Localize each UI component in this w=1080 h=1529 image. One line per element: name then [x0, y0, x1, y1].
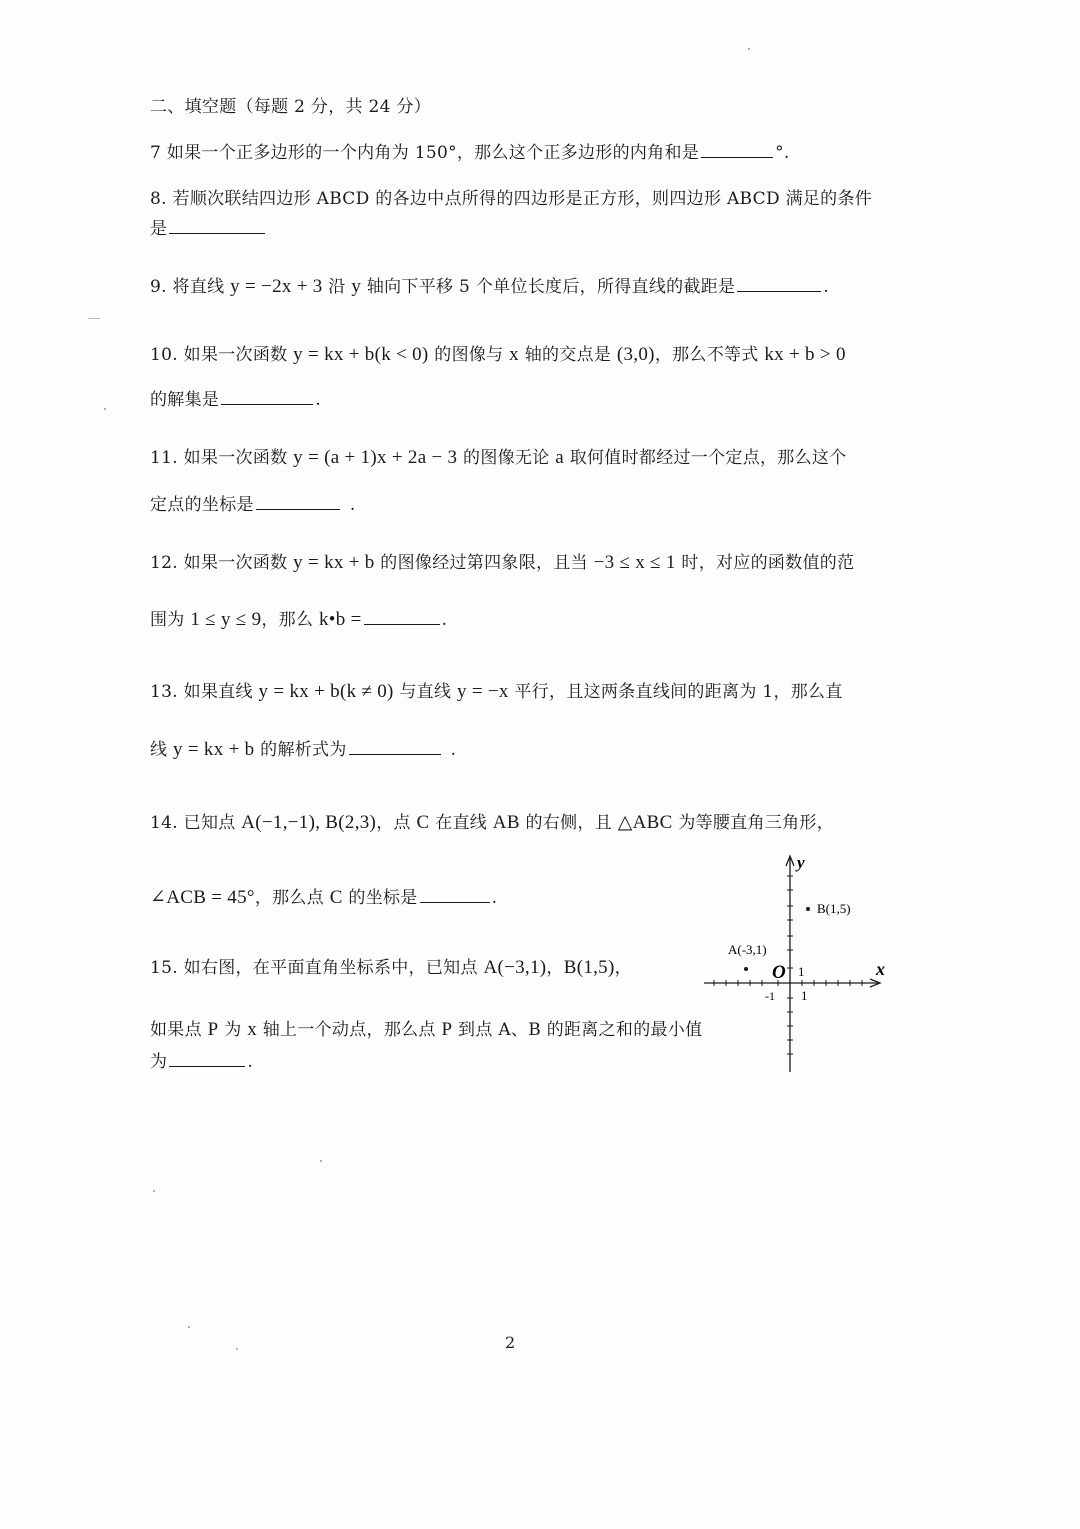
- math-expression: C: [416, 812, 430, 833]
- question-12-tail: .: [441, 610, 448, 630]
- scan-speck: [320, 1160, 322, 1162]
- question-15: [150, 953, 632, 979]
- question-9-text: 轴向下平移 5 个单位长度后，所得直线的截距是: [361, 277, 736, 297]
- question-13-tail: .: [450, 740, 457, 760]
- x-tick-label-pos: 1: [798, 964, 805, 979]
- question-15-text: ，: [546, 958, 564, 978]
- math-expression: AB: [492, 812, 520, 833]
- question-13: [150, 677, 843, 703]
- answer-blank-15[interactable]: [169, 1065, 245, 1067]
- scan-speck: [188, 1326, 190, 1328]
- math-expression: y = kx + b(k ≠ 0): [258, 681, 394, 702]
- question-15-text: 为: [218, 1020, 248, 1040]
- answer-blank-14[interactable]: [420, 901, 490, 903]
- question-11: [150, 443, 847, 469]
- question-12-cont: [150, 605, 447, 631]
- point-a: [744, 967, 748, 971]
- question-14: [150, 808, 834, 834]
- answer-blank-12[interactable]: [364, 623, 440, 625]
- y-tick-label-neg: 1: [801, 988, 808, 1003]
- question-15-text: ，: [614, 958, 632, 978]
- question-15-text: 如果点: [150, 1020, 208, 1040]
- question-11-text: 定点的坐标是: [150, 495, 254, 515]
- question-8: 8. 若顺次联结四边形 ABCD 的各边中点所得的四边形是正方形，则四边形 ABCD 满足的条件: [150, 189, 873, 209]
- scan-speck: [104, 408, 106, 410]
- question-10-text: ，那么不等式: [654, 345, 765, 365]
- question-14-text: 的右侧，且: [519, 813, 618, 833]
- question-13-text: 平行，且这两条直线间的距离为 1，那么直: [508, 682, 843, 702]
- scan-speck: [748, 48, 750, 50]
- answer-blank-11[interactable]: [256, 508, 340, 510]
- question-10-text: 10. 如果一次函数: [150, 345, 294, 365]
- math-expression: P: [207, 1019, 219, 1040]
- question-12-text: 的图像经过第四象限，且当: [374, 553, 594, 573]
- question-15-text: 15. 如右图，在平面直角坐标系中，已知点: [150, 958, 484, 978]
- math-expression: ∠ACB = 45°: [150, 887, 255, 908]
- math-expression: k•b =: [318, 609, 362, 630]
- answer-blank-9[interactable]: [737, 290, 821, 292]
- point-b: [806, 907, 810, 911]
- answer-blank-8[interactable]: [169, 232, 265, 234]
- question-13-text: 与直线: [393, 682, 457, 702]
- math-expression: P: [441, 1019, 453, 1040]
- question-13-text: 线: [150, 740, 174, 760]
- x-tick-label-neg: -1: [765, 989, 775, 1003]
- question-14-text: 为等腰直角三角形，: [672, 813, 835, 833]
- answer-blank-7[interactable]: [701, 156, 773, 158]
- question-14-text: 在直线: [429, 813, 493, 833]
- origin-label: O: [772, 962, 786, 983]
- question-14-text: ，那么点: [254, 888, 330, 908]
- question-9-text: 9. 将直线: [150, 277, 231, 297]
- question-15-text: 轴上一个动点，那么点: [257, 1020, 442, 1040]
- question-7-tail: °.: [775, 143, 790, 163]
- question-10-text: 的图像与: [428, 345, 510, 365]
- math-expression: y = kx + b: [173, 739, 255, 760]
- question-12-text: 围为: [150, 610, 191, 630]
- question-11-tail: .: [349, 495, 356, 515]
- question-11-cont: [150, 490, 356, 515]
- question-12-text: 时，对应的函数值的范: [675, 553, 855, 573]
- math-expression: A(−3,1): [483, 957, 547, 978]
- question-15-cont: [150, 1015, 702, 1041]
- math-expression: y = −x: [456, 681, 509, 702]
- question-10-cont: [150, 385, 321, 410]
- y-axis-label: y: [797, 853, 805, 872]
- question-12: [150, 548, 854, 574]
- math-expression: △ABC: [617, 812, 673, 833]
- math-expression: y = (a + 1)x + 2a − 3: [293, 447, 458, 468]
- question-15-text: 到点 A、B 的距离之和的最小值: [452, 1020, 703, 1040]
- question-10-text: 轴的交点是: [518, 345, 617, 365]
- math-expression: y = kx + b(k < 0): [293, 344, 429, 365]
- question-11-text: 取何值时都经过一个定点，那么这个: [564, 448, 847, 468]
- math-expression: x: [509, 344, 519, 365]
- math-expression: kx + b > 0: [764, 344, 846, 365]
- scan-speck: [236, 1348, 238, 1350]
- point-b-label: B(1,5): [817, 901, 851, 916]
- answer-blank-13[interactable]: [349, 753, 441, 755]
- math-expression: y = kx + b: [293, 552, 375, 573]
- math-expression: C: [329, 887, 343, 908]
- section-title: 二、填空题（每题 2 分，共 24 分）: [150, 97, 432, 117]
- question-11-text: 11. 如果一次函数: [150, 448, 294, 468]
- question-14-tail: .: [491, 888, 498, 908]
- x-axis-label: x: [876, 959, 885, 979]
- math-expression: B(1,5): [563, 957, 615, 978]
- question-13-text: 13. 如果直线: [150, 682, 259, 702]
- coordinate-figure: [700, 850, 900, 1080]
- math-expression: x: [247, 1019, 258, 1040]
- question-9-text: 沿: [322, 277, 352, 297]
- math-expression: y: [351, 276, 362, 297]
- page-number: 2: [505, 1333, 516, 1352]
- question-8-tail: 是: [150, 219, 168, 239]
- math-expression: a: [555, 447, 564, 468]
- question-13-text: 的解析式为: [254, 740, 347, 760]
- scan-speck: [88, 318, 100, 319]
- question-14-text: 的坐标是: [342, 888, 418, 908]
- question-15-tail: .: [247, 1052, 254, 1072]
- math-expression: 1 ≤ y ≤ 9: [190, 609, 262, 630]
- question-13-cont: [150, 735, 456, 761]
- question-14-cont: [150, 883, 497, 909]
- question-10-text: 的解集是: [150, 390, 220, 410]
- question-7: [150, 138, 790, 163]
- question-10-tail: .: [315, 390, 321, 410]
- question-9-tail: .: [823, 277, 830, 297]
- question-14-text: 14. 已知点: [150, 813, 242, 833]
- question-7-text: 7 如果一个正多边形的一个内角为 150°，那么这个正多边形的内角和是: [150, 143, 700, 163]
- question-15-cont2: [150, 1047, 253, 1072]
- answer-blank-10[interactable]: [221, 403, 313, 405]
- question-9: [150, 272, 829, 298]
- math-expression: (3,0): [616, 344, 655, 365]
- point-a-label: A(-3,1): [728, 942, 767, 957]
- scan-speck: [153, 1190, 155, 1192]
- math-expression: y = −2x + 3: [230, 276, 323, 297]
- question-10: [150, 340, 846, 366]
- math-expression: A(−1,−1), B(2,3): [241, 812, 377, 833]
- math-expression: −3 ≤ x ≤ 1: [593, 552, 676, 573]
- question-8-cont: [150, 214, 267, 239]
- question-12-text: 12. 如果一次函数: [150, 553, 294, 573]
- question-14-text: ，点: [376, 813, 417, 833]
- question-11-text: 的图像无论: [457, 448, 556, 468]
- question-15-text: 为: [150, 1052, 168, 1072]
- question-12-text: ，那么: [261, 610, 319, 630]
